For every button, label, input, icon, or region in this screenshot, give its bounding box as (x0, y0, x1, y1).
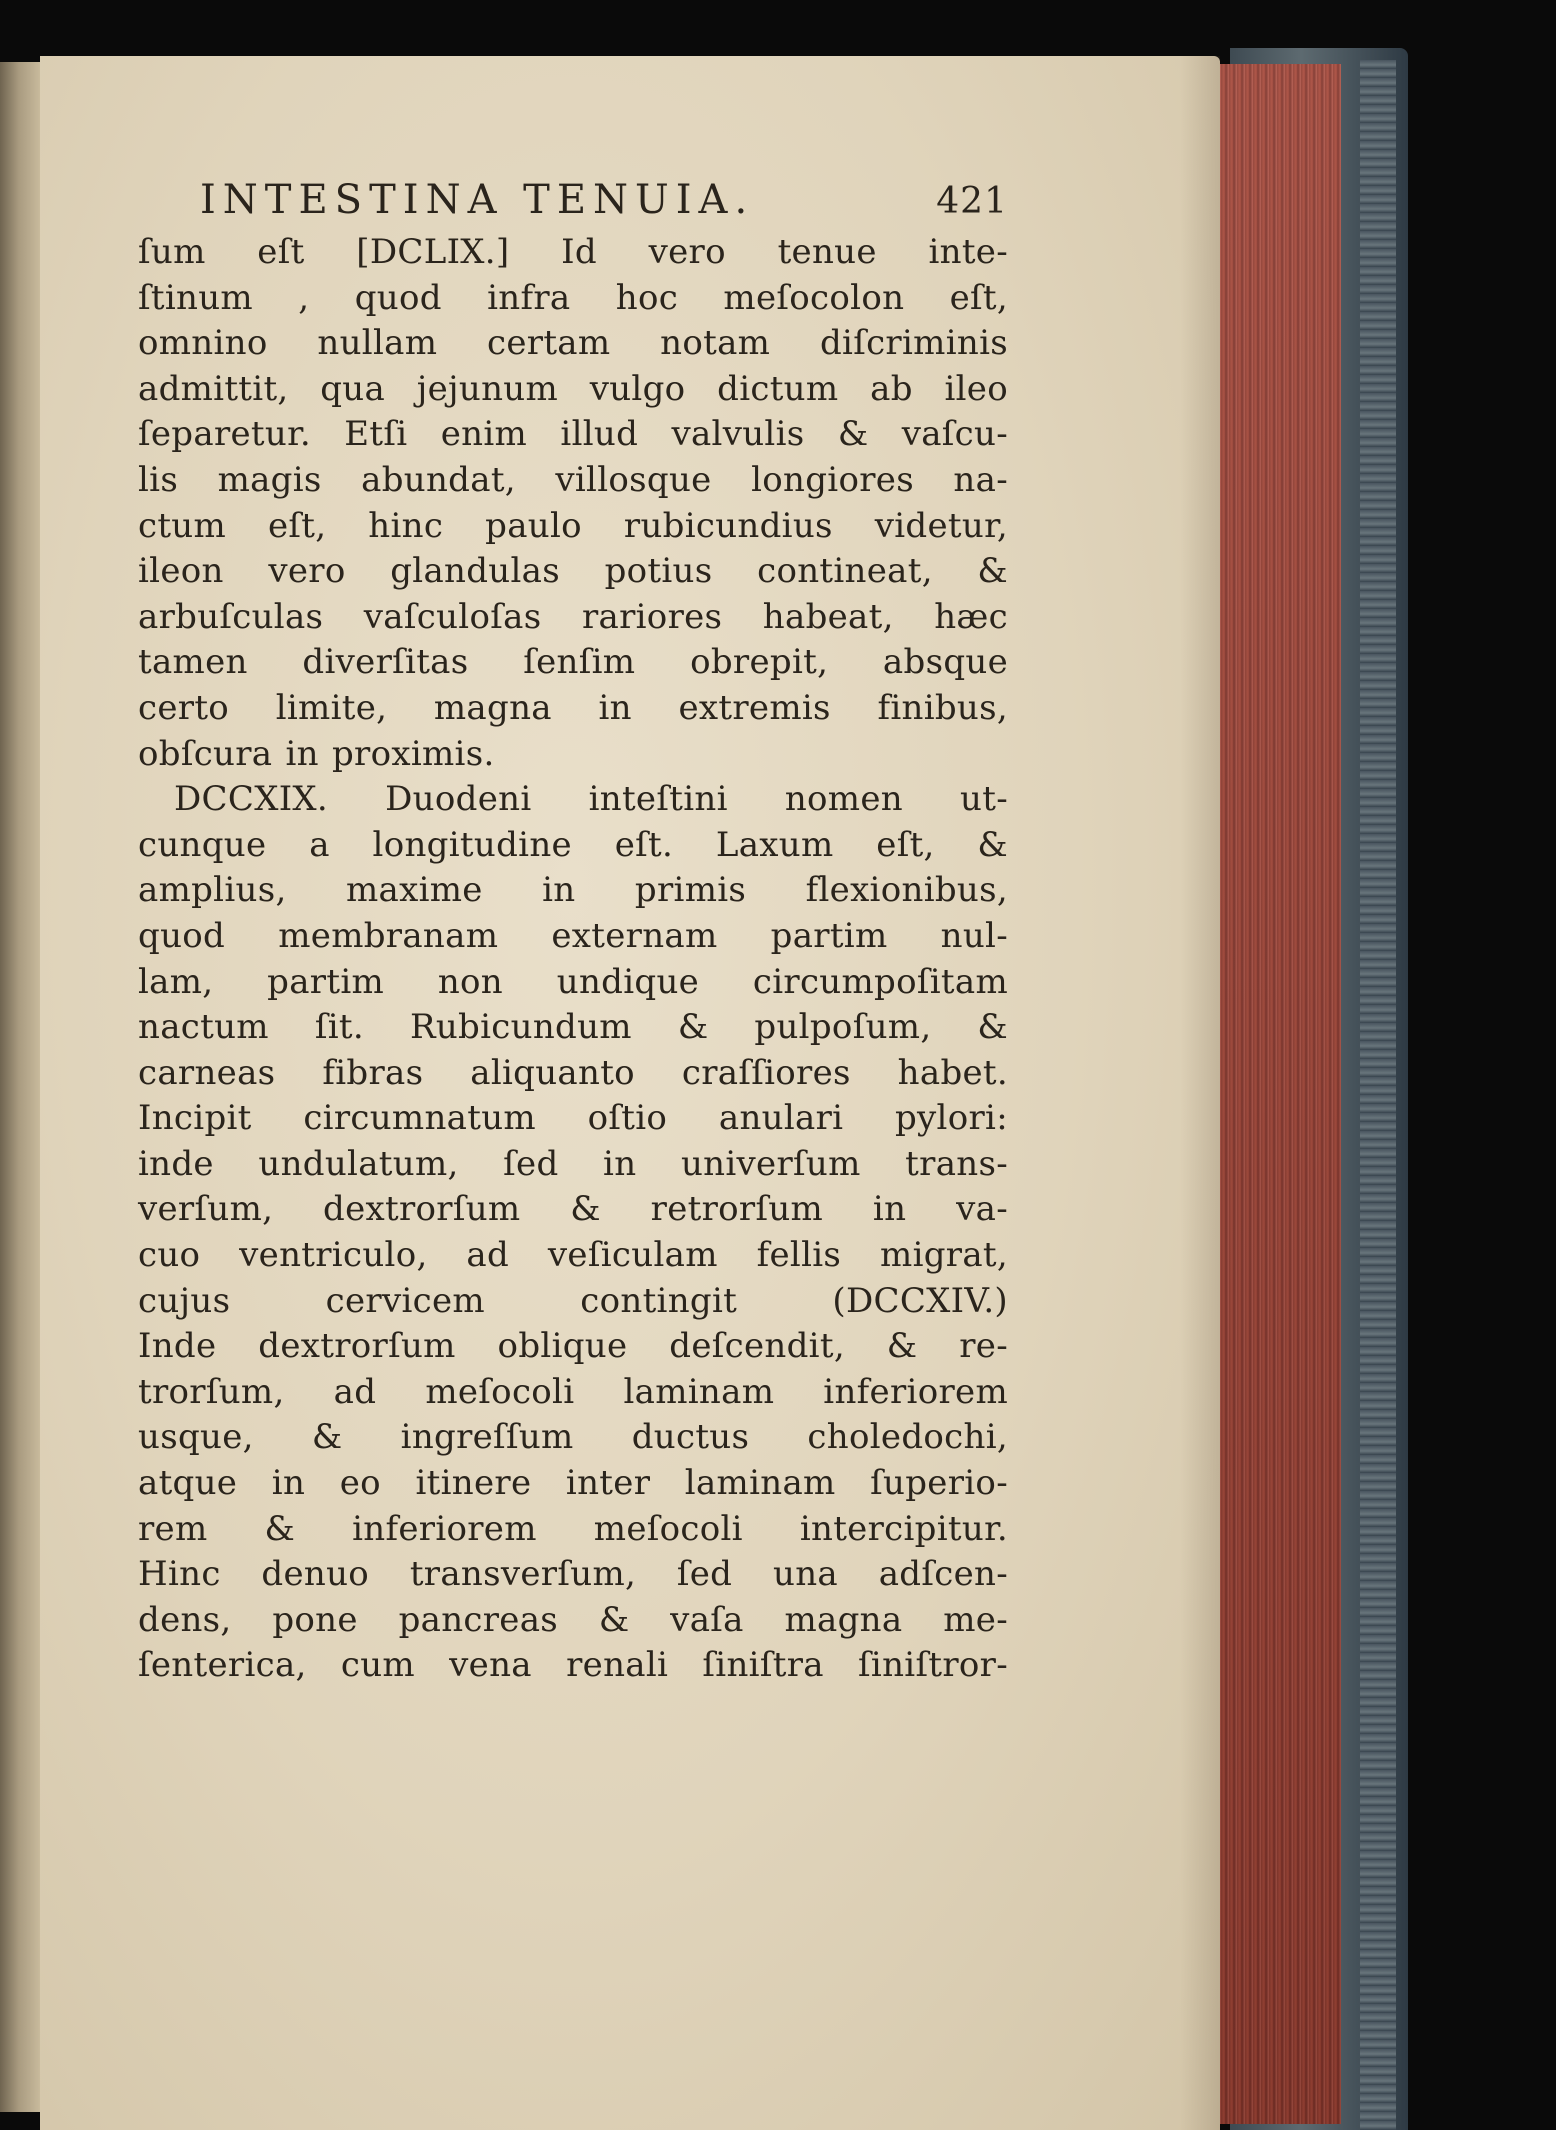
text-line: ileon vero glandulas potius contineat, & (138, 551, 1008, 592)
text-line: ſeparetur. Etſi enim illud valvulis & vaſcu- (138, 414, 1008, 455)
text-line: ſtinum , quod infra hoc meſocolon eſt, (138, 277, 1008, 318)
text-line: obſcura in proximis. (138, 733, 495, 774)
text-line: atque in eo itinere inter laminam ſuperio- (138, 1463, 1008, 1504)
text-line: cunque a longitudine eſt. Laxum eſt, & (138, 824, 1008, 865)
text-line: rem & inferiorem meſocoli intercipitur. (138, 1508, 1008, 1549)
text-line: dens, pone pancreas & vaſa magna me- (138, 1599, 1008, 1640)
text-line: ſenterica, cum vena renali ſiniſtra ſiniſtror- (138, 1645, 1008, 1686)
running-head-title: INTESTINA TENUIA. (200, 177, 755, 223)
running-header (138, 170, 1008, 230)
text-line: Inde dextrorſum oblique deſcendit, & re- (138, 1326, 1008, 1367)
text-line: inde undulatum, ſed in univerſum trans- (138, 1143, 1008, 1184)
text-line: cujus cervicem contingit (DCCXIV.) (138, 1280, 1008, 1321)
text-line: verſum, dextrorſum & retrorſum in va- (138, 1189, 1008, 1230)
text-line: quod membranam externam partim nul- (138, 915, 1008, 956)
text-line: Incipit circumnatum oſtio anulari pylori: (138, 1098, 1008, 1139)
cover-board-edge (1360, 60, 1396, 2130)
page-text (138, 170, 1008, 1689)
text-line: cuo ventriculo, ad veſiculam fellis migrat, (138, 1235, 1008, 1276)
text-line: ctum eſt, hinc paulo rubicundius videtur, (138, 505, 1008, 546)
text-line: amplius, maxime in primis flexionibus, (138, 870, 1008, 911)
text-line: ſum eſt [DCLIX.] Id vero tenue inte- (138, 232, 1008, 272)
text-line: carneas fibras aliquanto craſſiores habet. (138, 1052, 1008, 1093)
text-line: trorſum, ad meſocoli laminam inferiorem (138, 1371, 1008, 1412)
left-page-edge (0, 62, 42, 2112)
text-line: omnino nullam certam notam diſcriminis (138, 323, 1008, 364)
text-line: admittit, qua jejunum vulgo dictum ab ileo (138, 368, 1008, 409)
text-line: usque, & ingreſſum ductus choledochi, (138, 1417, 1008, 1458)
text-line: arbuſculas vaſculoſas rariores habeat, hæc (138, 596, 1008, 637)
text-line: nactum ſit. Rubicundum & pulpoſum, & (138, 1007, 1008, 1048)
text-line: tamen diverſitas ſenſim obrepit, absque (138, 642, 1008, 683)
text-line: lis magis abundat, villosque longiores na- (138, 459, 1008, 500)
text-line: lam, partim non undique circumpoſitam (138, 961, 1008, 1002)
section-start-line: DCCXIX. Duodeni inteſtini nomen ut- (174, 779, 1008, 820)
red-page-edges (1210, 64, 1341, 2124)
text-line: Hinc denuo transverſum, ſed una adſcen- (138, 1554, 1008, 1595)
text-line: certo limite, magna in extremis finibus, (138, 687, 1008, 728)
page-number: 421 (936, 181, 1008, 222)
